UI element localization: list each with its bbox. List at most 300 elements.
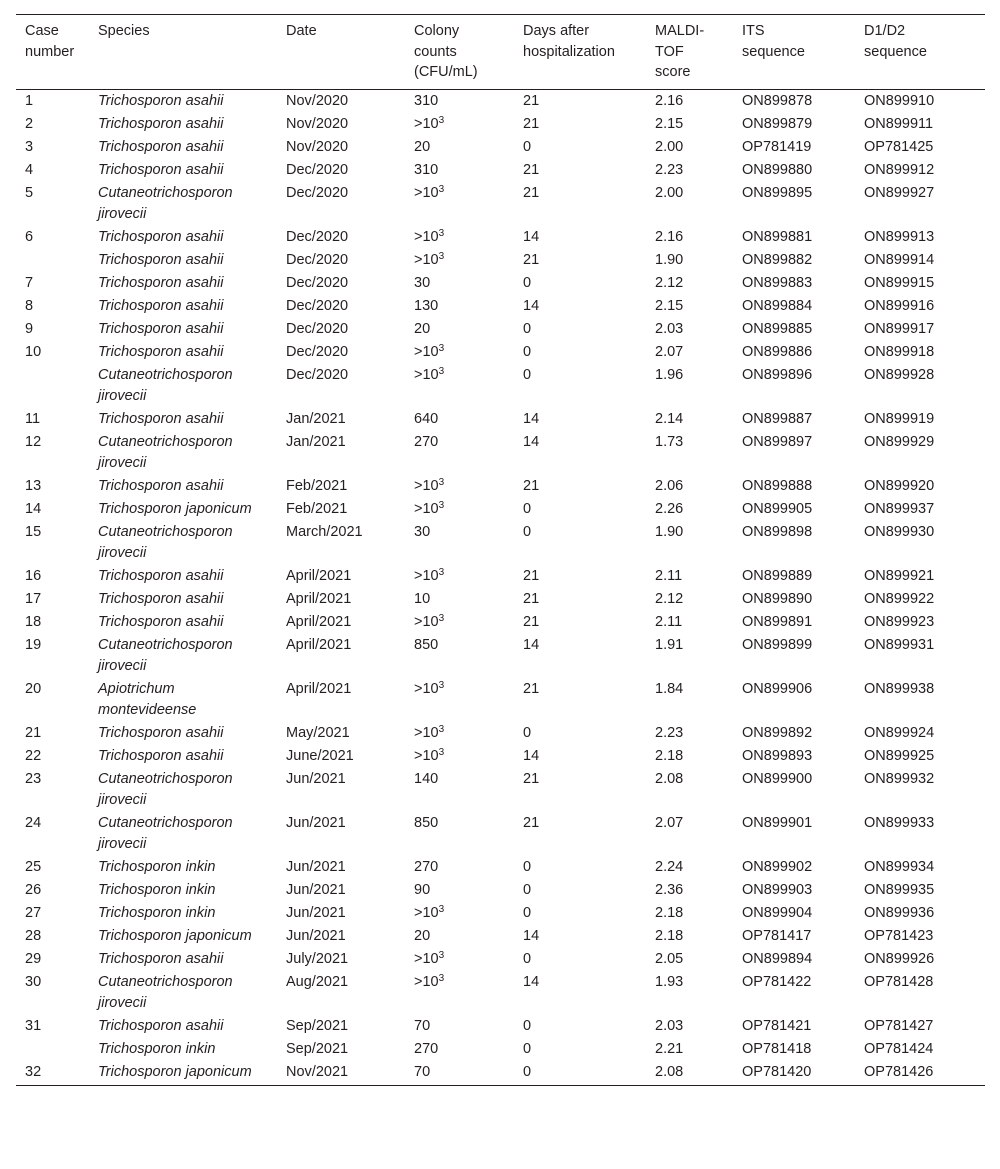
cell-d1d2-sequence-text: ON899937 [864, 500, 935, 517]
cell-case-number [16, 1016, 98, 1039]
cell-maldi-score [655, 432, 742, 476]
cell-date-text: Jun/2021 [286, 904, 346, 921]
cell-species [98, 499, 286, 522]
cell-days [523, 499, 655, 522]
cell-d1d2-sequence [864, 769, 985, 813]
cell-colony-count-exponent: 3 [438, 723, 445, 735]
cell-days-text: 21 [523, 251, 540, 268]
cell-days [523, 949, 655, 972]
cell-date [286, 1039, 414, 1062]
cell-colony-count-exponent: 3 [438, 972, 445, 984]
cell-date-text: Aug/2021 [286, 973, 349, 990]
cell-colony-count [414, 926, 523, 949]
cell-its-sequence-text: ON899887 [742, 410, 813, 427]
cell-maldi-score-text: 1.91 [655, 636, 684, 653]
cell-maldi-score-text: 2.24 [655, 858, 684, 875]
cell-maldi-score-text: 2.16 [655, 92, 684, 109]
cell-colony-count-text: 20 [414, 138, 431, 155]
cell-colony-count [414, 903, 523, 926]
cell-maldi-score [655, 89, 742, 114]
cell-d1d2-sequence-text: ON899926 [864, 950, 935, 967]
cell-colony-count [414, 972, 523, 1016]
header-species: Species [98, 23, 150, 39]
cell-days-text: 0 [523, 320, 532, 337]
cell-date-text: Dec/2020 [286, 251, 349, 268]
cell-species [98, 273, 286, 296]
cell-colony-count [414, 522, 523, 566]
cell-case-number-text: 2 [25, 115, 34, 132]
cell-its-sequence [742, 250, 864, 273]
cell-maldi-score-text: 2.18 [655, 747, 684, 764]
cell-its-sequence-text: ON899886 [742, 343, 813, 360]
cell-colony-count [414, 409, 523, 432]
cell-maldi-score-text: 1.93 [655, 973, 684, 990]
cell-maldi-score-text: 2.00 [655, 184, 684, 201]
cell-case-number [16, 89, 98, 114]
cell-its-sequence-text: ON899898 [742, 523, 813, 540]
cell-d1d2-sequence-text: ON899913 [864, 228, 935, 245]
cell-species-text: Trichosporon asahii [98, 92, 224, 109]
cell-its-sequence-text: ON899900 [742, 770, 813, 787]
cell-date-text: July/2021 [286, 950, 349, 967]
header-its-sequence: ITS sequence [742, 23, 805, 60]
cell-days-text: 0 [523, 500, 532, 517]
cell-date [286, 114, 414, 137]
cell-its-sequence-text: ON899904 [742, 904, 813, 921]
cell-maldi-score [655, 296, 742, 319]
cell-maldi-score [655, 612, 742, 635]
cell-colony-count-text: 270 [414, 858, 439, 875]
cell-colony-count [414, 857, 523, 880]
cell-species [98, 296, 286, 319]
cell-date [286, 723, 414, 746]
cell-its-sequence-text: ON899903 [742, 881, 813, 898]
cell-case-number [16, 227, 98, 250]
cell-days-text: 14 [523, 410, 540, 427]
cell-colony-count [414, 949, 523, 972]
cell-d1d2-sequence [864, 723, 985, 746]
cell-its-sequence-text: ON899892 [742, 724, 813, 741]
cell-maldi-score-text: 2.11 [655, 567, 683, 584]
cell-its-sequence-text: ON899880 [742, 161, 813, 178]
cell-maldi-score [655, 183, 742, 227]
cell-d1d2-sequence [864, 1062, 985, 1086]
cell-case-number [16, 250, 98, 273]
cell-case-number-text: 5 [25, 184, 34, 201]
cell-date-text: Sep/2021 [286, 1040, 349, 1057]
cell-species-text: Trichosporon asahii [98, 251, 224, 268]
cell-its-sequence [742, 137, 864, 160]
cell-maldi-score-text: 1.90 [655, 251, 684, 268]
cell-date [286, 635, 414, 679]
cell-species-text: Trichosporon inkin [98, 858, 216, 875]
cell-days [523, 227, 655, 250]
cell-colony-count [414, 296, 523, 319]
cell-colony-count-text: >10 [414, 343, 439, 360]
cell-case-number-text: 19 [25, 636, 42, 653]
table-row [16, 273, 985, 296]
cell-colony-count [414, 365, 523, 409]
cell-species-text: Cutaneotrichosporon jirovecii [98, 636, 233, 674]
cell-colony-count-text: 70 [414, 1017, 431, 1034]
cell-days [523, 296, 655, 319]
cell-case-number-text: 17 [25, 590, 42, 607]
cell-colony-count-text: >10 [414, 904, 439, 921]
cell-case-number-text: 3 [25, 138, 34, 155]
cell-days [523, 409, 655, 432]
cell-days [523, 769, 655, 813]
cell-colony-count-text: 10 [414, 590, 431, 607]
cell-d1d2-sequence [864, 635, 985, 679]
cell-date [286, 273, 414, 296]
cell-date [286, 342, 414, 365]
cell-d1d2-sequence [864, 89, 985, 114]
cell-species [98, 409, 286, 432]
cell-its-sequence-text: ON899902 [742, 858, 813, 875]
cell-colony-count-exponent: 3 [438, 746, 445, 758]
cell-its-sequence-text: ON899884 [742, 297, 813, 314]
cell-days [523, 857, 655, 880]
table-row [16, 137, 985, 160]
cell-case-number-text: 16 [25, 567, 42, 584]
cell-its-sequence-text: OP781419 [742, 138, 812, 155]
cell-case-number [16, 566, 98, 589]
cell-its-sequence-text: OP781421 [742, 1017, 812, 1034]
cell-case-number-text: 27 [25, 904, 42, 921]
table-row [16, 250, 985, 273]
cell-its-sequence [742, 903, 864, 926]
cell-date-text: Dec/2020 [286, 320, 349, 337]
cell-d1d2-sequence-text: ON899930 [864, 523, 935, 540]
table-row [16, 1039, 985, 1062]
cell-species-text: Cutaneotrichosporon jirovecii [98, 366, 233, 404]
cell-d1d2-sequence [864, 926, 985, 949]
cell-d1d2-sequence-text: ON899931 [864, 636, 935, 653]
table-row [16, 296, 985, 319]
cell-its-sequence [742, 522, 864, 566]
cell-days [523, 972, 655, 1016]
cell-maldi-score-text: 2.16 [655, 228, 684, 245]
cell-species-text: Cutaneotrichosporon jirovecii [98, 184, 233, 222]
cell-species-text: Trichosporon asahii [98, 613, 224, 630]
cell-date [286, 880, 414, 903]
cell-species-text: Trichosporon inkin [98, 1040, 216, 1057]
cell-case-number [16, 319, 98, 342]
cell-its-sequence-text: ON899896 [742, 366, 813, 383]
cell-case-number-text: 15 [25, 523, 42, 540]
cell-d1d2-sequence [864, 880, 985, 903]
cell-case-number [16, 114, 98, 137]
table-row [16, 857, 985, 880]
cell-maldi-score [655, 137, 742, 160]
cell-its-sequence-text: ON899893 [742, 747, 813, 764]
cell-date-text: Dec/2020 [286, 343, 349, 360]
cell-days [523, 723, 655, 746]
cell-case-number-text: 7 [25, 274, 34, 291]
cell-species-text: Trichosporon asahii [98, 115, 224, 132]
cell-maldi-score [655, 880, 742, 903]
cell-maldi-score-text: 1.90 [655, 523, 684, 540]
cell-species-text: Apiotrichum montevideense [98, 680, 197, 718]
cell-its-sequence [742, 160, 864, 183]
cell-colony-count [414, 183, 523, 227]
cell-its-sequence [742, 319, 864, 342]
cell-species [98, 746, 286, 769]
cell-date-text: Dec/2020 [286, 274, 349, 291]
cell-date-text: Jun/2021 [286, 881, 346, 898]
cell-species-text: Cutaneotrichosporon jirovecii [98, 523, 233, 561]
cell-species [98, 1016, 286, 1039]
cell-date-text: April/2021 [286, 636, 352, 653]
cell-its-sequence [742, 296, 864, 319]
cell-date [286, 813, 414, 857]
cell-date [286, 566, 414, 589]
cell-maldi-score [655, 769, 742, 813]
cell-date [286, 227, 414, 250]
cell-colony-count-exponent: 3 [438, 342, 445, 354]
cell-colony-count [414, 1062, 523, 1086]
cell-days-text: 14 [523, 228, 540, 245]
cell-days [523, 566, 655, 589]
cell-colony-count [414, 114, 523, 137]
cell-maldi-score-text: 2.21 [655, 1040, 684, 1057]
cell-maldi-score-text: 2.08 [655, 1063, 684, 1080]
cell-species [98, 137, 286, 160]
cell-its-sequence-text: ON899895 [742, 184, 813, 201]
cell-colony-count-text: 850 [414, 814, 439, 831]
cell-species [98, 476, 286, 499]
cell-maldi-score [655, 319, 742, 342]
cell-date-text: Sep/2021 [286, 1017, 349, 1034]
cell-maldi-score-text: 2.12 [655, 274, 684, 291]
cell-date-text: Jun/2021 [286, 858, 346, 875]
cell-d1d2-sequence-text: ON899918 [864, 343, 935, 360]
cell-date [286, 857, 414, 880]
cell-d1d2-sequence-text: ON899922 [864, 590, 935, 607]
cell-date-text: Feb/2021 [286, 477, 348, 494]
table-row [16, 160, 985, 183]
cell-its-sequence [742, 432, 864, 476]
cell-species-text: Trichosporon asahii [98, 138, 224, 155]
cell-maldi-score [655, 903, 742, 926]
cell-case-number-text: 20 [25, 680, 42, 697]
cell-date [286, 160, 414, 183]
cell-d1d2-sequence-text: ON899924 [864, 724, 935, 741]
cell-species-text: Trichosporon asahii [98, 477, 224, 494]
cell-maldi-score [655, 949, 742, 972]
cell-species [98, 949, 286, 972]
cell-d1d2-sequence [864, 949, 985, 972]
cell-days-text: 21 [523, 814, 540, 831]
cell-d1d2-sequence [864, 1039, 985, 1062]
cell-colony-count-text: 640 [414, 410, 439, 427]
cell-days-text: 0 [523, 904, 532, 921]
cell-d1d2-sequence [864, 903, 985, 926]
cell-days-text: 0 [523, 950, 532, 967]
table-row [16, 972, 985, 1016]
cell-colony-count-text: >10 [414, 680, 439, 697]
cell-case-number-text: 1 [25, 92, 34, 109]
cell-d1d2-sequence [864, 273, 985, 296]
cell-days-text: 14 [523, 297, 540, 314]
cell-case-number [16, 769, 98, 813]
cell-days-text: 0 [523, 881, 532, 898]
cell-maldi-score [655, 114, 742, 137]
cell-case-number [16, 1062, 98, 1086]
cell-its-sequence [742, 857, 864, 880]
cell-species-text: Trichosporon asahii [98, 343, 224, 360]
cell-date-text: Nov/2020 [286, 138, 349, 155]
cell-colony-count-text: 270 [414, 1040, 439, 1057]
cell-colony-count-exponent: 3 [438, 499, 445, 511]
cell-date [286, 1062, 414, 1086]
cell-maldi-score-text: 2.23 [655, 724, 684, 741]
cell-maldi-score-text: 2.18 [655, 927, 684, 944]
table-row [16, 522, 985, 566]
cell-maldi-score [655, 635, 742, 679]
cell-case-number [16, 949, 98, 972]
cell-maldi-score [655, 926, 742, 949]
cell-d1d2-sequence-text: OP781426 [864, 1063, 934, 1080]
cell-species-text: Trichosporon asahii [98, 161, 224, 178]
cell-colony-count-text: >10 [414, 724, 439, 741]
cell-its-sequence [742, 183, 864, 227]
cell-d1d2-sequence-text: ON899915 [864, 274, 935, 291]
cell-maldi-score [655, 746, 742, 769]
cell-maldi-score-text: 2.00 [655, 138, 684, 155]
cell-d1d2-sequence [864, 114, 985, 137]
cell-species-text: Trichosporon asahii [98, 1017, 224, 1034]
cell-days-text: 21 [523, 567, 540, 584]
cell-days-text: 0 [523, 343, 532, 360]
table-row [16, 926, 985, 949]
cell-case-number [16, 522, 98, 566]
cell-species [98, 522, 286, 566]
cell-days-text: 21 [523, 161, 540, 178]
cell-case-number-text: 21 [25, 724, 42, 741]
cell-date [286, 949, 414, 972]
cell-maldi-score-text: 2.07 [655, 343, 684, 360]
cell-colony-count-text: >10 [414, 477, 439, 494]
cell-days-text: 14 [523, 927, 540, 944]
cell-colony-count-text: 20 [414, 320, 431, 337]
cell-colony-count [414, 679, 523, 723]
cell-colony-count-text: >10 [414, 500, 439, 517]
cell-maldi-score-text: 2.11 [655, 613, 683, 630]
cell-date-text: Jun/2021 [286, 770, 346, 787]
cell-d1d2-sequence [864, 296, 985, 319]
cell-d1d2-sequence [864, 746, 985, 769]
cell-colony-count [414, 342, 523, 365]
cell-its-sequence-text: ON899899 [742, 636, 813, 653]
cell-case-number-text: 22 [25, 747, 42, 764]
cell-its-sequence-text: ON899881 [742, 228, 813, 245]
cell-days [523, 137, 655, 160]
cell-d1d2-sequence-text: ON899936 [864, 904, 935, 921]
cell-species [98, 903, 286, 926]
table-row [16, 227, 985, 250]
cell-date-text: Feb/2021 [286, 500, 348, 517]
cell-d1d2-sequence [864, 1016, 985, 1039]
cell-species-text: Trichosporon inkin [98, 904, 216, 921]
cell-d1d2-sequence-text: OP781423 [864, 927, 934, 944]
cell-d1d2-sequence-text: ON899914 [864, 251, 935, 268]
table-row [16, 499, 985, 522]
cell-maldi-score-text: 2.26 [655, 500, 684, 517]
cell-case-number [16, 273, 98, 296]
table-row [16, 769, 985, 813]
cell-its-sequence-text: OP781420 [742, 1063, 812, 1080]
cell-colony-count [414, 769, 523, 813]
cell-case-number [16, 679, 98, 723]
cell-its-sequence [742, 589, 864, 612]
cell-its-sequence-text: ON899894 [742, 950, 813, 967]
cell-maldi-score [655, 365, 742, 409]
table-row [16, 813, 985, 857]
cell-date-text: Dec/2020 [286, 297, 349, 314]
cell-species-text: Trichosporon asahii [98, 950, 224, 967]
cell-d1d2-sequence-text: ON899912 [864, 161, 935, 178]
cell-species [98, 1062, 286, 1086]
cell-days [523, 903, 655, 926]
cell-colony-count-text: >10 [414, 973, 439, 990]
cell-maldi-score-text: 2.03 [655, 1017, 684, 1034]
table-row [16, 723, 985, 746]
cell-colony-count [414, 137, 523, 160]
isolates-table [16, 14, 985, 1086]
table-row [16, 342, 985, 365]
cell-its-sequence-text: OP781422 [742, 973, 812, 990]
table-row [16, 365, 985, 409]
table-row [16, 635, 985, 679]
cell-colony-count-text: 70 [414, 1063, 431, 1080]
cell-days [523, 612, 655, 635]
cell-maldi-score-text: 2.03 [655, 320, 684, 337]
cell-its-sequence [742, 949, 864, 972]
cell-maldi-score-text: 2.06 [655, 477, 684, 494]
cell-its-sequence [742, 926, 864, 949]
cell-colony-count-text: 310 [414, 161, 439, 178]
cell-case-number [16, 432, 98, 476]
cell-maldi-score [655, 160, 742, 183]
cell-days-text: 0 [523, 724, 532, 741]
cell-its-sequence-text: ON899905 [742, 500, 813, 517]
cell-its-sequence-text: OP781417 [742, 927, 812, 944]
cell-case-number [16, 880, 98, 903]
cell-d1d2-sequence-text: ON899929 [864, 433, 935, 450]
cell-days [523, 160, 655, 183]
cell-its-sequence [742, 972, 864, 1016]
cell-species [98, 635, 286, 679]
cell-colony-count-text: >10 [414, 251, 439, 268]
cell-d1d2-sequence-text: ON899933 [864, 814, 935, 831]
cell-colony-count [414, 250, 523, 273]
cell-days [523, 250, 655, 273]
cell-d1d2-sequence [864, 476, 985, 499]
cell-case-number-text: 23 [25, 770, 42, 787]
cell-days-text: 21 [523, 115, 540, 132]
cell-date [286, 1016, 414, 1039]
cell-species-text: Trichosporon asahii [98, 228, 224, 245]
cell-its-sequence [742, 880, 864, 903]
cell-date [286, 137, 414, 160]
cell-species-text: Trichosporon japonicum [98, 500, 252, 517]
cell-case-number [16, 972, 98, 1016]
cell-case-number [16, 499, 98, 522]
cell-date-text: April/2021 [286, 590, 352, 607]
cell-its-sequence [742, 409, 864, 432]
cell-species [98, 813, 286, 857]
